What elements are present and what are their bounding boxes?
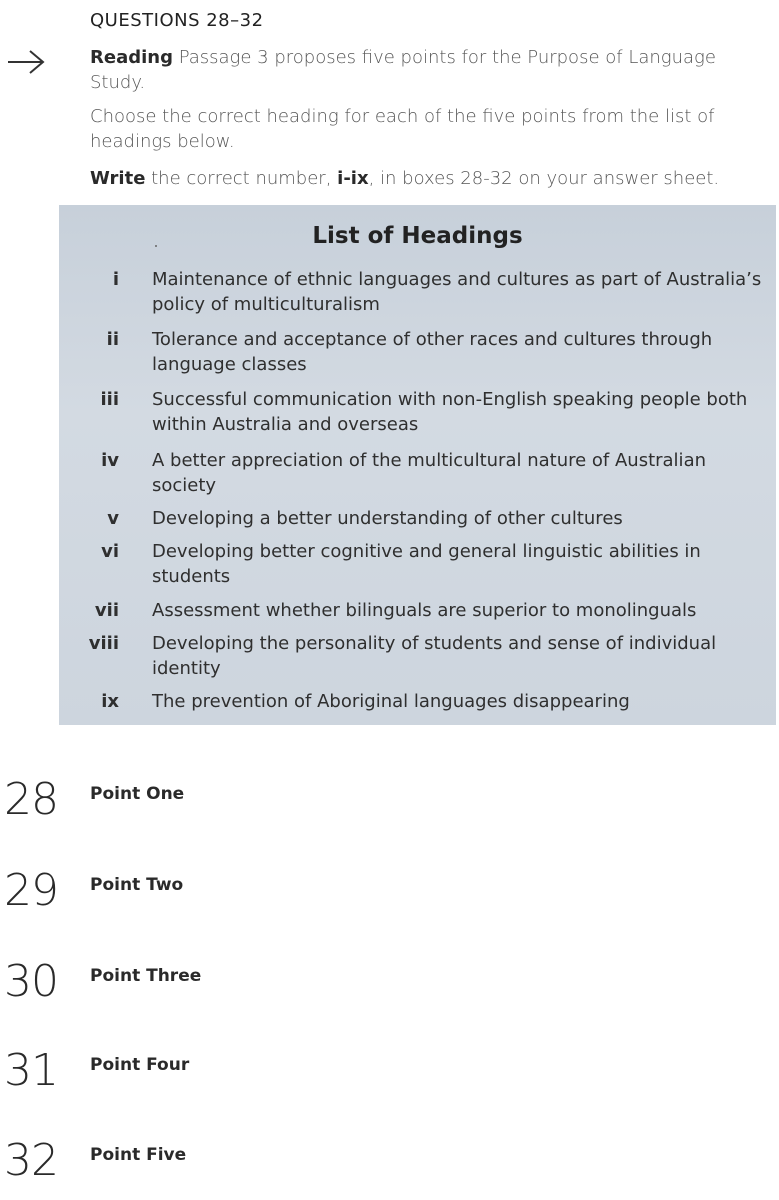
question-32 xyxy=(0,1135,779,1199)
heading-text: Developing a better understanding of other cultures xyxy=(152,508,623,529)
question-number: 32 xyxy=(4,1135,58,1186)
instruction-reading-bold: Reading xyxy=(90,47,173,68)
question-label: Point Three xyxy=(90,966,202,986)
headings-title: List of Headings xyxy=(312,223,523,249)
instruction-range-bold: i-ix xyxy=(337,168,369,189)
question-29 xyxy=(0,865,779,929)
instruction-write-bold: Write xyxy=(90,168,146,189)
heading-text: Maintenance of ethnic languages and cultures as part of Australia’s policy of multiculturalism xyxy=(152,269,762,315)
instruction-write xyxy=(90,166,770,191)
instruction-reading-text: Passage 3 proposes five points for the Purpose of Language Study. xyxy=(90,47,716,93)
heading-numeral: vii xyxy=(94,600,119,621)
question-label: Point Five xyxy=(90,1145,187,1165)
question-label: Point One xyxy=(90,784,185,804)
headings-panel xyxy=(59,205,776,725)
heading-numeral: iii xyxy=(100,389,119,410)
speck xyxy=(155,245,157,247)
right-arrow-icon xyxy=(6,48,46,76)
question-28 xyxy=(0,774,779,838)
heading-text: A better appreciation of the multicultural nature of Australian society xyxy=(152,450,707,496)
question-number: 29 xyxy=(4,865,58,916)
instruction-write-text: the correct number, xyxy=(145,168,338,189)
heading-numeral: iv xyxy=(101,450,119,471)
heading-numeral: v xyxy=(107,508,119,529)
questions-title: QUESTIONS 28–32 xyxy=(90,10,264,31)
question-31 xyxy=(0,1045,779,1109)
question-number: 30 xyxy=(4,956,58,1007)
heading-text: Developing the personality of students and sense of individual identity xyxy=(152,633,717,679)
heading-text: The prevention of Aboriginal languages disappearing xyxy=(152,691,630,712)
heading-text: Successful communication with non-English speaking people both within Australia and overseas xyxy=(152,389,748,435)
instruction-reading xyxy=(90,45,770,95)
question-label: Point Four xyxy=(90,1055,190,1075)
heading-text: Developing better cognitive and general linguistic abilities in students xyxy=(152,541,701,587)
question-label: Point Two xyxy=(90,875,184,895)
heading-numeral: vi xyxy=(101,541,119,562)
heading-numeral: viii xyxy=(88,633,119,654)
instruction-write-rest: , in boxes 28-32 on your answer sheet. xyxy=(368,168,720,189)
instruction-choose: Choose the correct heading for each of the five points from the list of headings below. xyxy=(90,106,715,152)
heading-numeral: ii xyxy=(106,329,119,350)
heading-text: Tolerance and acceptance of other races and cultures through language classes xyxy=(152,329,713,375)
heading-numeral: i xyxy=(112,269,119,290)
heading-text: Assessment whether bilinguals are superior to monolinguals xyxy=(152,600,697,621)
question-number: 31 xyxy=(4,1045,58,1096)
question-number: 28 xyxy=(4,774,58,825)
heading-numeral: ix xyxy=(101,691,119,712)
question-30 xyxy=(0,956,779,1020)
